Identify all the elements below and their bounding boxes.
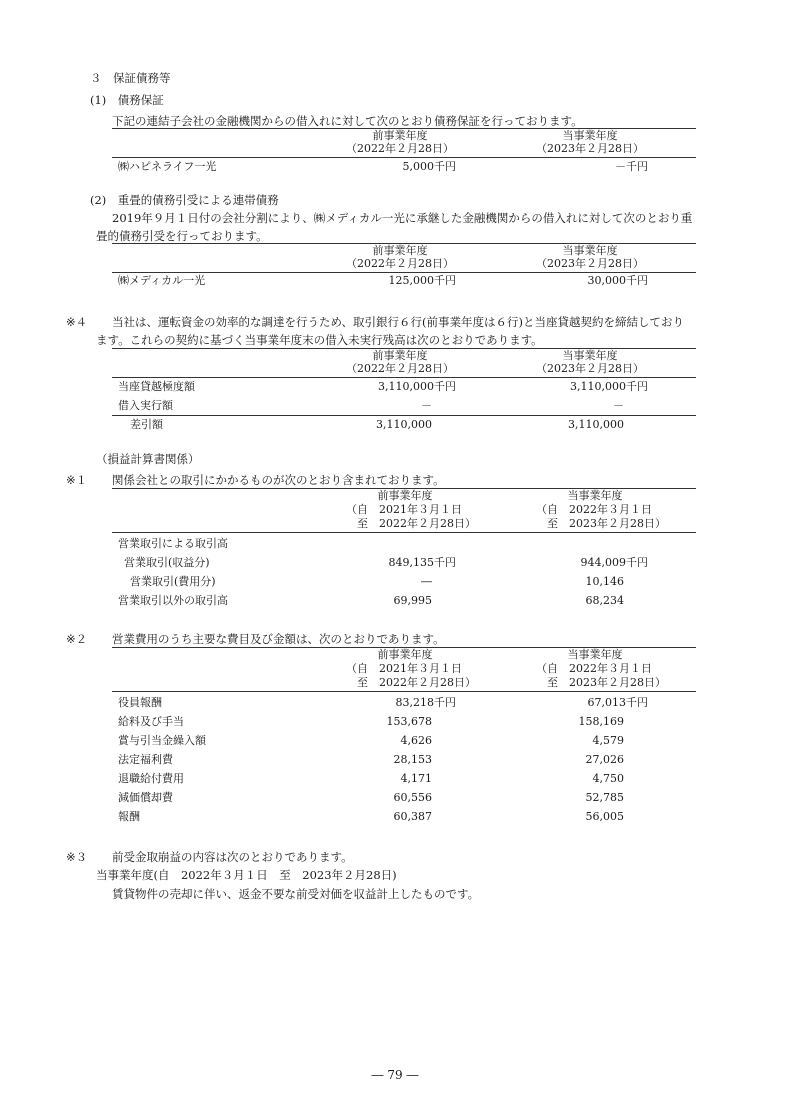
table-rule xyxy=(112,415,696,416)
col-header-curr: 当事業年度 xyxy=(567,648,623,661)
table-row-label: 退職給付費用 xyxy=(118,772,184,785)
table-row-label: 役員報酬 xyxy=(118,696,162,709)
table-cell: 849,135千円 xyxy=(388,556,456,569)
paragraph: 賃貸物件の売却に伴い、返金不要な前受対価を収益計上したものです。 xyxy=(112,887,480,901)
period-from-curr: （自 2022年３月１日 xyxy=(536,662,652,675)
col-header-curr: 当事業年度 xyxy=(562,129,618,142)
note-marker: ※１ xyxy=(66,473,88,487)
page-number: ― 79 ― xyxy=(371,1068,419,1082)
table-cell: － xyxy=(613,399,624,412)
col-header-curr: 当事業年度 xyxy=(562,244,618,257)
table-cell: 4,626 xyxy=(400,734,432,747)
table-cell: 30,000千円 xyxy=(587,274,648,287)
table-rule xyxy=(112,532,696,533)
table-row-label: 報酬 xyxy=(118,810,140,823)
table-cell: 27,026 xyxy=(585,753,624,766)
paragraph: 2019年９月１日付の会社分割により、㈱メディカル一光に承継した金融機関からの借入れに対して次のとおり重 xyxy=(112,211,693,225)
table-row-label: 賞与引当金繰入額 xyxy=(118,734,206,747)
period-from-prev: （自 2021年３月１日 xyxy=(346,662,462,675)
table-cell: 125,000千円 xyxy=(388,274,456,287)
table-row-label: 営業取引(費用分) xyxy=(130,575,216,588)
table-cell: ― xyxy=(421,575,432,588)
table-cell: 3,110,000 xyxy=(568,418,624,431)
section-title: （損益計算書関係） xyxy=(96,452,200,466)
table-row-label: 営業取引以外の取引高 xyxy=(118,594,228,607)
table-cell: 67,013千円 xyxy=(587,696,648,709)
period-from-prev: （自 2021年３月１日 xyxy=(346,503,462,516)
table-cell: 3,110,000 xyxy=(376,418,432,431)
table-cell: 52,785 xyxy=(585,791,624,804)
table-cell: 3,110,000千円 xyxy=(378,380,456,393)
table-cell: 158,169 xyxy=(578,715,624,728)
paragraph: 下記の連結子会社の金融機関からの借入れに対して次のとおり債務保証を行っております。 xyxy=(112,114,583,128)
table-rule xyxy=(112,157,696,158)
paragraph: 営業費用のうち主要な費目及び金額は、次のとおりであります。 xyxy=(112,632,445,646)
table-cell: 3,110,000千円 xyxy=(570,380,648,393)
col-header-prev-date: （2022年２月28日） xyxy=(346,257,454,270)
table-cell: 83,218千円 xyxy=(395,696,456,709)
col-header-prev: 前事業年度 xyxy=(372,244,428,257)
table-cell: 5,000千円 xyxy=(402,160,456,173)
col-header-curr-date: （2023年２月28日） xyxy=(536,142,644,155)
table-cell: 60,556 xyxy=(393,791,432,804)
table-row-label: 当座貸越極度額 xyxy=(118,380,195,393)
col-header-curr-date: （2023年２月28日） xyxy=(536,257,644,270)
col-header-prev-date: （2022年２月28日） xyxy=(346,142,454,155)
table-row-label: 借入実行額 xyxy=(118,399,173,412)
table-row-label: 給料及び手当 xyxy=(118,715,184,728)
period-from-curr: （自 2022年３月１日 xyxy=(536,503,652,516)
section-title: ３ 保証債務等 xyxy=(90,71,171,85)
table-row-label: 差引額 xyxy=(130,418,163,431)
table-row-label: 法定福利費 xyxy=(118,753,173,766)
table-cell: 153,678 xyxy=(386,715,432,728)
note-marker: ※２ xyxy=(66,632,88,646)
col-header-curr: 当事業年度 xyxy=(567,489,623,502)
paragraph: 関係会社との取引にかかるものが次のとおり含まれております。 xyxy=(112,473,445,487)
period-to-prev: 至 2022年２月28日） xyxy=(346,676,476,689)
period-line: 当事業年度(自 2022年３月１日 至 2023年２月28日) xyxy=(96,868,397,882)
paragraph: 当社は、運転資金の効率的な調達を行うため、取引銀行６行(前事業年度は６行)と当座貸越契約を締結しており xyxy=(112,315,685,329)
table-rule xyxy=(112,377,696,378)
table-cell: 28,153 xyxy=(393,753,432,766)
table-row-label: 減価償却費 xyxy=(118,791,173,804)
subsection-title: (2) 重畳的債務引受による連帯債務 xyxy=(90,193,279,207)
table-row-label: ㈱メディカル一光 xyxy=(118,274,206,287)
table-rule xyxy=(112,691,696,692)
table-rule xyxy=(112,272,696,273)
table-cell: 4,750 xyxy=(592,772,624,785)
table-cell: 10,146 xyxy=(585,575,624,588)
table-row-label: ㈱ハピネライフ一光 xyxy=(118,160,217,173)
col-header-prev: 前事業年度 xyxy=(372,349,428,362)
col-header-prev-date: （2022年２月28日） xyxy=(346,362,454,375)
paragraph: 畳的債務引受を行っております。 xyxy=(96,229,268,243)
col-header-curr-date: （2023年２月28日） xyxy=(536,362,644,375)
col-header-prev: 前事業年度 xyxy=(377,648,433,661)
period-to-curr: 至 2023年２月28日） xyxy=(536,517,666,530)
paragraph: 前受金取崩益の内容は次のとおりであります。 xyxy=(112,850,353,864)
table-cell: 4,171 xyxy=(400,772,432,785)
period-to-curr: 至 2023年２月28日） xyxy=(536,676,666,689)
note-marker: ※４ xyxy=(66,315,88,329)
table-cell: 60,387 xyxy=(393,810,432,823)
table-cell: 944,009千円 xyxy=(580,556,648,569)
table-cell: －千円 xyxy=(615,160,648,173)
col-header-prev: 前事業年度 xyxy=(377,489,433,502)
paragraph: ます。これらの契約に基づく当事業年度末の借入未実行残高は次のとおりであります。 xyxy=(96,333,543,347)
table-cell: 69,995 xyxy=(393,594,432,607)
table-cell: 68,234 xyxy=(585,594,624,607)
table-row-label: 営業取引(収益分) xyxy=(124,556,210,569)
col-header-prev: 前事業年度 xyxy=(372,129,428,142)
table-cell: 4,579 xyxy=(592,734,624,747)
table-cell: － xyxy=(421,399,432,412)
col-header-curr: 当事業年度 xyxy=(562,349,618,362)
period-to-prev: 至 2022年２月28日） xyxy=(346,517,476,530)
table-row-label: 営業取引による取引高 xyxy=(118,537,228,550)
subsection-title: (1) 債務保証 xyxy=(90,93,164,107)
note-marker: ※３ xyxy=(66,850,88,864)
table-cell: 56,005 xyxy=(585,810,624,823)
